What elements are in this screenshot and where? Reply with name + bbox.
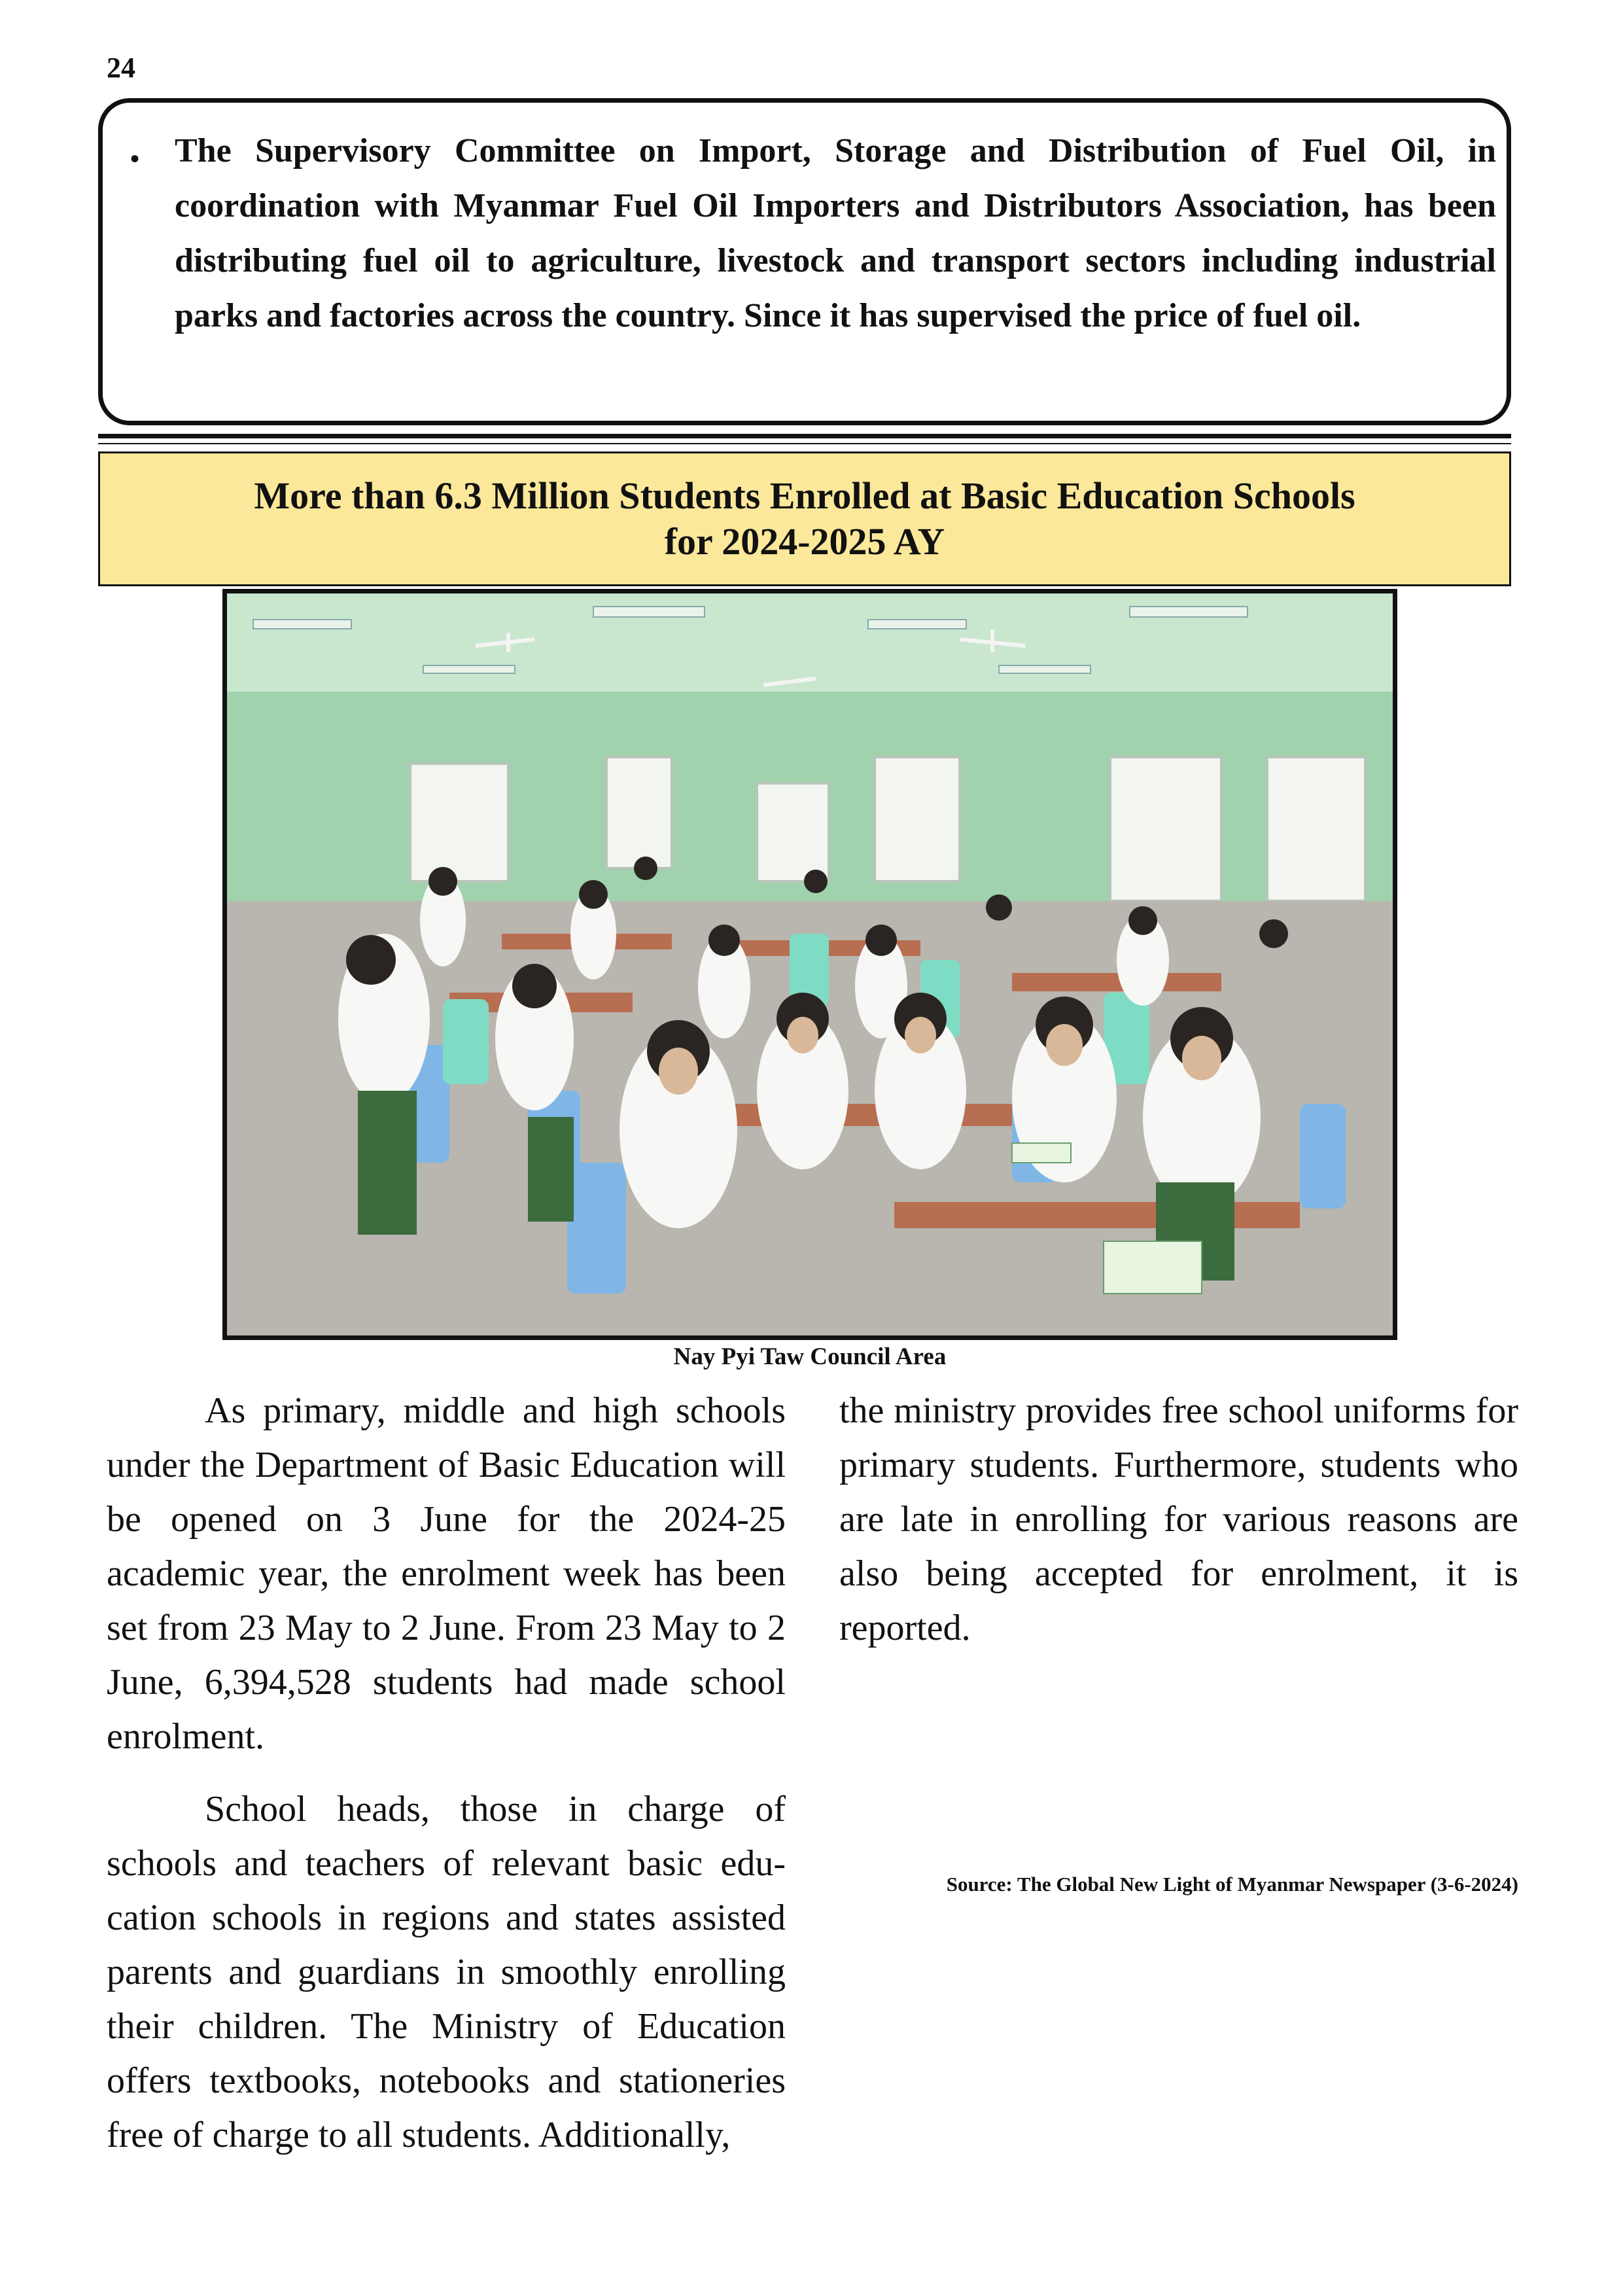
classroom-photo-illustration bbox=[227, 593, 1393, 1335]
headline-box bbox=[98, 451, 1511, 586]
classroom-photo bbox=[222, 589, 1397, 1340]
section-divider-thin bbox=[98, 443, 1511, 444]
headline-line-2: for 2024-2025 AY bbox=[664, 520, 945, 563]
article-headline bbox=[183, 473, 1426, 565]
paragraph-2: School heads, those in charge of schools and teachers of relevant basic edu-cation schools in regions and states assisted parents and guardians in smoothly enrolling their children. The Ministry of Education offers textbooks, notebooks and stationeries free of charge to all students. Additionally, bbox=[107, 1789, 786, 2155]
section-divider bbox=[98, 434, 1511, 438]
page-number: 24 bbox=[107, 52, 135, 84]
paragraph-3: the ministry provides free school uniforms for primary students. Furthermore, students who are late in enrolling for various reasons are also being accepted for enrolment, it is reported. bbox=[839, 1390, 1518, 1648]
article-column-right bbox=[839, 1384, 1518, 1655]
headline-line-1: More than 6.3 Million Students Enrolled at Basic Education Schools bbox=[254, 474, 1355, 517]
photo-caption: Nay Pyi Taw Council Area bbox=[673, 1343, 947, 1370]
article-column-left bbox=[107, 1384, 786, 2163]
bullet-icon: • bbox=[130, 144, 140, 173]
paragraph-1: As primary, middle and high schools under the Department of Basic Education will be opened on 3 June for the 2024-25 academic year, the enrolment week has been set from 23 May to 2 June. From 23 May to 2 June, 6,394,528 students had made school enrolment. bbox=[107, 1390, 786, 1757]
fuel-oil-bullet-box bbox=[98, 98, 1511, 425]
bullet-text: The Supervisory Committee on Import, Storage and Distribution of Fuel Oil, in coordination with Myanmar Fuel Oil Importers and Distributors Association, has been distributing fuel oil to agriculture, livestock and transport sectors including industrial parks and factories across the country. Since it has supervised the price of fuel oil. bbox=[175, 132, 1496, 334]
source-credit: Source: The Global New Light of Myanmar Newspaper (3-6-2024) bbox=[946, 1873, 1518, 1896]
